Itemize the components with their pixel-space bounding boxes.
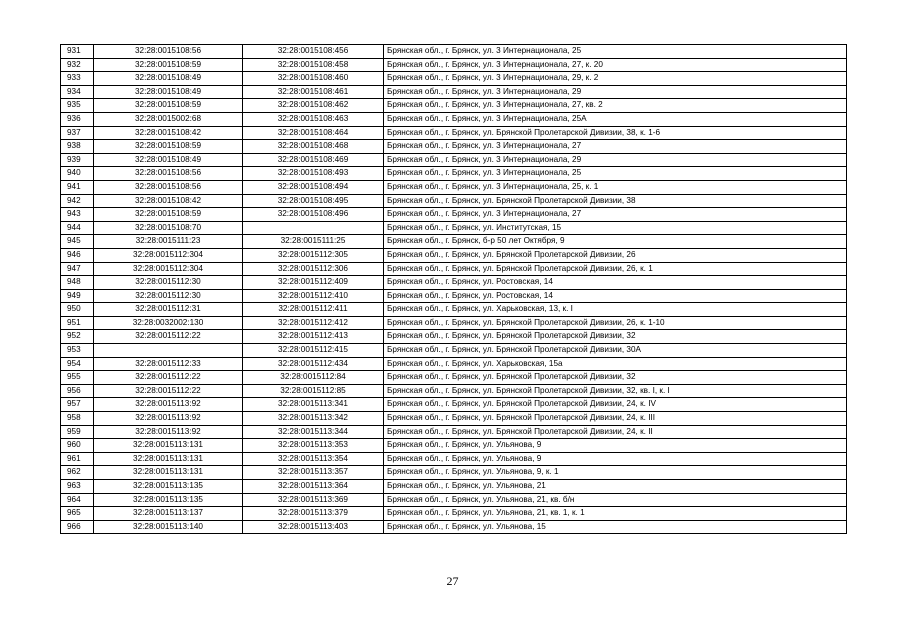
row-number-cell: 949 [61, 289, 94, 303]
address-cell: Брянская обл., г. Брянск, ул. Ульянова, 9, к. 1 [384, 466, 847, 480]
table-row [61, 248, 847, 262]
table-row [61, 153, 847, 167]
cadastral-number-cell: 32:28:0015111:25 [243, 235, 384, 249]
table-row [61, 180, 847, 194]
parent-cadastral-number-cell: 32:28:0015108:42 [94, 126, 243, 140]
table-row [61, 235, 847, 249]
table-row [61, 194, 847, 208]
table-row [61, 167, 847, 181]
table-row [61, 72, 847, 86]
parent-cadastral-number-cell: 32:28:0015113:92 [94, 398, 243, 412]
table-row [61, 99, 847, 113]
cadastral-number-cell: 32:28:0015108:493 [243, 167, 384, 181]
row-number-cell: 931 [61, 45, 94, 59]
parent-cadastral-number-cell: 32:28:0032002:130 [94, 316, 243, 330]
address-cell: Брянская обл., г. Брянск, ул. 3 Интернационала, 29, к. 2 [384, 72, 847, 86]
address-cell: Брянская обл., г. Брянск, ул. 3 Интернационала, 29 [384, 153, 847, 167]
table-row [61, 452, 847, 466]
row-number-cell: 961 [61, 452, 94, 466]
address-cell: Брянская обл., г. Брянск, б-р 50 лет Октября, 9 [384, 235, 847, 249]
cadastral-number-cell: 32:28:0015108:469 [243, 153, 384, 167]
cadastral-number-cell: 32:28:0015113:364 [243, 480, 384, 494]
table-row [61, 480, 847, 494]
address-cell: Брянская обл., г. Брянск, ул. Ульянова, 15 [384, 520, 847, 534]
parent-cadastral-number-cell: 32:28:0015108:56 [94, 180, 243, 194]
parent-cadastral-number-cell: 32:28:0015112:30 [94, 276, 243, 290]
cadastral-number-cell: 32:28:0015113:344 [243, 425, 384, 439]
table-row [61, 112, 847, 126]
parent-cadastral-number-cell: 32:28:0015113:92 [94, 425, 243, 439]
parent-cadastral-number-cell: 32:28:0015108:59 [94, 99, 243, 113]
table-row [61, 303, 847, 317]
address-cell: Брянская обл., г. Брянск, ул. Институтская, 15 [384, 221, 847, 235]
address-cell: Брянская обл., г. Брянск, ул. Брянской Пролетарской Дивизии, 32, кв. I, к. I [384, 384, 847, 398]
cadastral-number-cell: 32:28:0015108:458 [243, 58, 384, 72]
table-row [61, 398, 847, 412]
parent-cadastral-number-cell: 32:28:0015112:33 [94, 357, 243, 371]
table-row [61, 412, 847, 426]
parent-cadastral-number-cell: 32:28:0015113:137 [94, 507, 243, 521]
address-cell: Брянская обл., г. Брянск, ул. 3 Интернационала, 27, кв. 2 [384, 99, 847, 113]
row-number-cell: 932 [61, 58, 94, 72]
table-row [61, 439, 847, 453]
address-cell: Брянская обл., г. Брянск, ул. Ростовская, 14 [384, 289, 847, 303]
address-cell: Брянская обл., г. Брянск, ул. 3 Интернационала, 27 [384, 208, 847, 222]
cadastral-number-cell: 32:28:0015108:496 [243, 208, 384, 222]
row-number-cell: 957 [61, 398, 94, 412]
parent-cadastral-number-cell: 32:28:0015108:42 [94, 194, 243, 208]
parent-cadastral-number-cell: 32:28:0015111:23 [94, 235, 243, 249]
row-number-cell: 965 [61, 507, 94, 521]
address-cell: Брянская обл., г. Брянск, ул. Брянской Пролетарской Дивизии, 26, к. 1 [384, 262, 847, 276]
cadastral-number-cell: 32:28:0015113:353 [243, 439, 384, 453]
cadastral-number-cell: 32:28:0015108:464 [243, 126, 384, 140]
cadastral-number-cell: 32:28:0015108:461 [243, 85, 384, 99]
parent-cadastral-number-cell [94, 344, 243, 358]
row-number-cell: 958 [61, 412, 94, 426]
table-row [61, 262, 847, 276]
cadastral-number-cell: 32:28:0015108:462 [243, 99, 384, 113]
cadastral-number-cell: 32:28:0015112:415 [243, 344, 384, 358]
cadastral-number-cell: 32:28:0015112:305 [243, 248, 384, 262]
cadastral-number-cell: 32:28:0015112:85 [243, 384, 384, 398]
row-number-cell: 966 [61, 520, 94, 534]
address-cell: Брянская обл., г. Брянск, ул. Ульянова, 9 [384, 439, 847, 453]
row-number-cell: 954 [61, 357, 94, 371]
row-number-cell: 959 [61, 425, 94, 439]
table-row [61, 208, 847, 222]
cadastral-table [60, 44, 847, 534]
table-row [61, 126, 847, 140]
table-row [61, 221, 847, 235]
parent-cadastral-number-cell: 32:28:0015112:31 [94, 303, 243, 317]
row-number-cell: 933 [61, 72, 94, 86]
parent-cadastral-number-cell: 32:28:0015113:135 [94, 493, 243, 507]
address-cell: Брянская обл., г. Брянск, ул. Брянской Пролетарской Дивизии, 24, к. IV [384, 398, 847, 412]
cadastral-number-cell: 32:28:0015113:369 [243, 493, 384, 507]
row-number-cell: 955 [61, 371, 94, 385]
parent-cadastral-number-cell: 32:28:0015112:22 [94, 371, 243, 385]
parent-cadastral-number-cell: 32:28:0015108:49 [94, 72, 243, 86]
table-row [61, 507, 847, 521]
cadastral-number-cell: 32:28:0015108:463 [243, 112, 384, 126]
cadastral-number-cell: 32:28:0015112:413 [243, 330, 384, 344]
cadastral-number-cell: 32:28:0015113:403 [243, 520, 384, 534]
cadastral-number-cell: 32:28:0015112:412 [243, 316, 384, 330]
address-cell: Брянская обл., г. Брянск, ул. Брянской Пролетарской Дивизии, 38, к. 1-6 [384, 126, 847, 140]
row-number-cell: 952 [61, 330, 94, 344]
parent-cadastral-number-cell: 32:28:0015108:49 [94, 85, 243, 99]
cadastral-number-cell: 32:28:0015113:379 [243, 507, 384, 521]
parent-cadastral-number-cell: 32:28:0015113:131 [94, 466, 243, 480]
address-cell: Брянская обл., г. Брянск, ул. Харьковская, 13, к. I [384, 303, 847, 317]
table-row [61, 140, 847, 154]
table-row [61, 330, 847, 344]
row-number-cell: 943 [61, 208, 94, 222]
parent-cadastral-number-cell: 32:28:0015108:59 [94, 208, 243, 222]
row-number-cell: 940 [61, 167, 94, 181]
table-row [61, 371, 847, 385]
cadastral-number-cell: 32:28:0015113:354 [243, 452, 384, 466]
page-number: 27 [446, 574, 459, 588]
cadastral-number-cell: 32:28:0015108:495 [243, 194, 384, 208]
table-row [61, 384, 847, 398]
parent-cadastral-number-cell: 32:28:0015108:56 [94, 167, 243, 181]
row-number-cell: 934 [61, 85, 94, 99]
address-cell: Брянская обл., г. Брянск, ул. Ульянова, 9 [384, 452, 847, 466]
address-cell: Брянская обл., г. Брянск, ул. Харьковская, 15а [384, 357, 847, 371]
table-row [61, 357, 847, 371]
parent-cadastral-number-cell: 32:28:0015113:131 [94, 452, 243, 466]
address-cell: Брянская обл., г. Брянск, ул. Ульянова, 21, кв. 1, к. 1 [384, 507, 847, 521]
parent-cadastral-number-cell: 32:28:0015112:304 [94, 262, 243, 276]
row-number-cell: 945 [61, 235, 94, 249]
parent-cadastral-number-cell: 32:28:0015113:140 [94, 520, 243, 534]
parent-cadastral-number-cell: 32:28:0015108:59 [94, 140, 243, 154]
table-row [61, 45, 847, 59]
row-number-cell: 941 [61, 180, 94, 194]
address-cell: Брянская обл., г. Брянск, ул. Брянской Пролетарской Дивизии, 32 [384, 330, 847, 344]
parent-cadastral-number-cell: 32:28:0015113:131 [94, 439, 243, 453]
address-cell: Брянская обл., г. Брянск, ул. Брянской Пролетарской Дивизии, 32 [384, 371, 847, 385]
row-number-cell: 946 [61, 248, 94, 262]
cadastral-number-cell [243, 221, 384, 235]
address-cell: Брянская обл., г. Брянск, ул. Брянской Пролетарской Дивизии, 26 [384, 248, 847, 262]
cadastral-number-cell: 32:28:0015108:460 [243, 72, 384, 86]
row-number-cell: 939 [61, 153, 94, 167]
row-number-cell: 935 [61, 99, 94, 113]
row-number-cell: 956 [61, 384, 94, 398]
table-body [61, 45, 847, 534]
address-cell: Брянская обл., г. Брянск, ул. Брянской Пролетарской Дивизии, 38 [384, 194, 847, 208]
address-cell: Брянская обл., г. Брянск, ул. 3 Интернационала, 29 [384, 85, 847, 99]
row-number-cell: 960 [61, 439, 94, 453]
cadastral-number-cell: 32:28:0015112:306 [243, 262, 384, 276]
table-row [61, 276, 847, 290]
cadastral-number-cell: 32:28:0015113:357 [243, 466, 384, 480]
address-cell: Брянская обл., г. Брянск, ул. Ульянова, 21 [384, 480, 847, 494]
address-cell: Брянская обл., г. Брянск, ул. Ростовская, 14 [384, 276, 847, 290]
cadastral-number-cell: 32:28:0015113:341 [243, 398, 384, 412]
address-cell: Брянская обл., г. Брянск, ул. Брянской Пролетарской Дивизии, 24, к. II [384, 425, 847, 439]
table-row [61, 316, 847, 330]
parent-cadastral-number-cell: 32:28:0015108:49 [94, 153, 243, 167]
cadastral-number-cell: 32:28:0015112:409 [243, 276, 384, 290]
address-cell: Брянская обл., г. Брянск, ул. Брянской Пролетарской Дивизии, 26, к. 1-10 [384, 316, 847, 330]
address-cell: Брянская обл., г. Брянск, ул. 3 Интернационала, 25 [384, 167, 847, 181]
address-cell: Брянская обл., г. Брянск, ул. 3 Интернационала, 25, к. 1 [384, 180, 847, 194]
table-row [61, 466, 847, 480]
cadastral-number-cell: 32:28:0015112:410 [243, 289, 384, 303]
row-number-cell: 951 [61, 316, 94, 330]
parent-cadastral-number-cell: 32:28:0015108:70 [94, 221, 243, 235]
parent-cadastral-number-cell: 32:28:0015113:92 [94, 412, 243, 426]
row-number-cell: 964 [61, 493, 94, 507]
parent-cadastral-number-cell: 32:28:0015108:59 [94, 58, 243, 72]
table-row [61, 289, 847, 303]
parent-cadastral-number-cell: 32:28:0015112:22 [94, 330, 243, 344]
table-row [61, 344, 847, 358]
row-number-cell: 953 [61, 344, 94, 358]
table-row [61, 85, 847, 99]
row-number-cell: 936 [61, 112, 94, 126]
row-number-cell: 962 [61, 466, 94, 480]
row-number-cell: 944 [61, 221, 94, 235]
parent-cadastral-number-cell: 32:28:0015112:304 [94, 248, 243, 262]
row-number-cell: 937 [61, 126, 94, 140]
address-cell: Брянская обл., г. Брянск, ул. Брянской Пролетарской Дивизии, 30А [384, 344, 847, 358]
address-cell: Брянская обл., г. Брянск, ул. Брянской Пролетарской Дивизии, 24, к. III [384, 412, 847, 426]
row-number-cell: 947 [61, 262, 94, 276]
address-cell: Брянская обл., г. Брянск, ул. 3 Интернационала, 27, к. 20 [384, 58, 847, 72]
row-number-cell: 948 [61, 276, 94, 290]
cadastral-number-cell: 32:28:0015108:494 [243, 180, 384, 194]
parent-cadastral-number-cell: 32:28:0015112:30 [94, 289, 243, 303]
parent-cadastral-number-cell: 32:28:0015108:56 [94, 45, 243, 59]
address-cell: Брянская обл., г. Брянск, ул. Ульянова, 21, кв. б/н [384, 493, 847, 507]
cadastral-number-cell: 32:28:0015108:456 [243, 45, 384, 59]
address-cell: Брянская обл., г. Брянск, ул. 3 Интернационала, 27 [384, 140, 847, 154]
cadastral-number-cell: 32:28:0015112:84 [243, 371, 384, 385]
address-cell: Брянская обл., г. Брянск, ул. 3 Интернационала, 25А [384, 112, 847, 126]
address-cell: Брянская обл., г. Брянск, ул. 3 Интернационала, 25 [384, 45, 847, 59]
parent-cadastral-number-cell: 32:28:0015002:68 [94, 112, 243, 126]
table-row [61, 58, 847, 72]
table-row [61, 520, 847, 534]
cadastral-number-cell: 32:28:0015113:342 [243, 412, 384, 426]
cadastral-number-cell: 32:28:0015112:411 [243, 303, 384, 317]
cadastral-number-cell: 32:28:0015108:468 [243, 140, 384, 154]
parent-cadastral-number-cell: 32:28:0015112:22 [94, 384, 243, 398]
table-row [61, 493, 847, 507]
row-number-cell: 950 [61, 303, 94, 317]
row-number-cell: 938 [61, 140, 94, 154]
parent-cadastral-number-cell: 32:28:0015113:135 [94, 480, 243, 494]
table-row [61, 425, 847, 439]
row-number-cell: 942 [61, 194, 94, 208]
row-number-cell: 963 [61, 480, 94, 494]
cadastral-number-cell: 32:28:0015112:434 [243, 357, 384, 371]
